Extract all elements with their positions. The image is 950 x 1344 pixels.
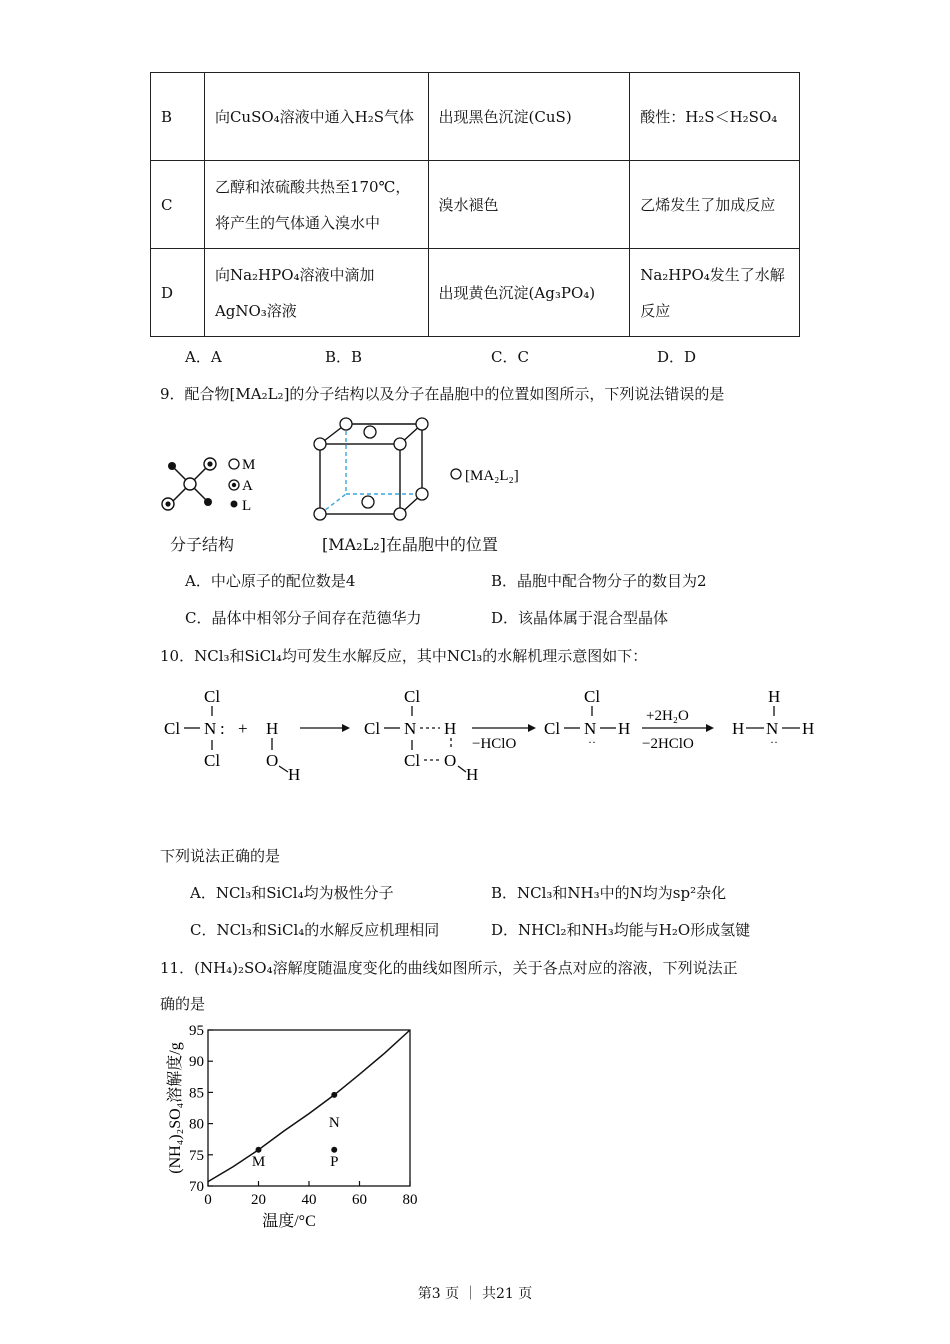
q10-option-a: A．NCl₃和SiCl₄均为极性分子 <box>190 884 394 902</box>
svg-text:H: H <box>266 719 279 738</box>
arrow-minus-2hclo: −2HClO <box>642 736 694 752</box>
conclusion-cell: Na₂HPO₄发生了水解反应 <box>630 249 800 337</box>
x-tick-label: 40 <box>301 1192 317 1208</box>
x-tick-label: 60 <box>352 1192 367 1208</box>
caption-unit-cell: [MA₂L₂]在晶胞中的位置 <box>322 535 498 554</box>
nhcl2-molecule <box>544 687 630 749</box>
table-row <box>151 161 800 249</box>
svg-text:H: H <box>618 719 631 738</box>
svg-text:H: H <box>466 765 479 784</box>
point-label-n: N <box>328 1114 340 1131</box>
point-label-m: M <box>251 1153 266 1170</box>
q10-option-c: C．NCl₃和SiCl₄的水解反应机理相同 <box>190 921 440 939</box>
svg-text:··: ·· <box>588 735 596 749</box>
point-m <box>256 1147 262 1153</box>
conclusion-cell: 乙烯发生了加成反应 <box>630 161 800 249</box>
conclusion-cell: 酸性：H₂S＜H₂SO₄ <box>630 73 800 161</box>
svg-text:H: H <box>444 719 457 738</box>
plus-sign: + <box>238 719 248 738</box>
solubility-curve <box>208 1030 410 1182</box>
q8-table <box>150 72 800 337</box>
svg-text:Cl: Cl <box>204 751 221 770</box>
y-tick-label: 90 <box>189 1054 204 1071</box>
legend-a: A <box>242 478 253 494</box>
svg-text:N: N <box>766 719 779 738</box>
y-tick-label: 80 <box>189 1116 204 1133</box>
chart-axes <box>189 1023 418 1208</box>
svg-text:Cl: Cl <box>404 687 421 706</box>
operation-cell: 向Na₂HPO₄溶液中滴加AgNO₃溶液 <box>204 249 428 337</box>
q8-option-a: A．A <box>185 348 222 366</box>
q11-stem-line1: 11．(NH₄)₂SO₄溶解度随温度变化的曲线如图所示，关于各点对应的溶液，下列说法正 <box>160 959 738 977</box>
table-row <box>151 73 800 161</box>
legend-complex: [MA₂L₂] <box>465 468 519 484</box>
transition-state <box>364 687 478 784</box>
molecule-structure <box>162 458 216 510</box>
legend-l: L <box>242 498 252 514</box>
q9-option-d: D．该晶体属于混合型晶体 <box>491 609 669 627</box>
svg-text:··: ·· <box>770 735 778 749</box>
legend-m: M <box>242 457 256 473</box>
point-p <box>331 1147 337 1153</box>
svg-text:Cl: Cl <box>204 687 221 706</box>
phenomenon-cell: 出现黄色沉淀(Ag₃PO₄) <box>428 249 630 337</box>
water-molecule <box>266 719 300 784</box>
svg-text:N: N <box>204 719 217 738</box>
y-tick-label: 85 <box>189 1085 204 1102</box>
svg-text:N: N <box>584 719 597 738</box>
q8-option-d: D．D <box>657 348 697 366</box>
point-n <box>331 1092 337 1098</box>
svg-text:H: H <box>732 719 745 738</box>
svg-text::: : <box>220 719 225 738</box>
svg-text:O: O <box>444 751 457 770</box>
solubility-chart <box>150 1020 440 1245</box>
svg-text:H: H <box>802 719 815 738</box>
q10-prompt: 下列说法正确的是 <box>160 847 281 865</box>
operation-cell: 乙醇和浓硫酸共热至170℃，将产生的气体通入溴水中 <box>204 161 428 249</box>
svg-text:Cl: Cl <box>364 719 381 738</box>
q10-stem: 10．NCl₃和SiCl₄均可发生水解反应，其中NCl₃的水解机理示意图如下： <box>160 647 648 665</box>
molecule-legend <box>229 457 255 514</box>
q8-option-b: B．B <box>325 348 363 366</box>
row-label: B <box>151 73 205 161</box>
phenomenon-cell: 溴水褪色 <box>428 161 630 249</box>
y-tick-label: 95 <box>189 1023 204 1039</box>
q11-stem-line2: 确的是 <box>160 995 206 1013</box>
row-label: C <box>151 161 205 249</box>
svg-text:Cl: Cl <box>584 687 601 706</box>
y-tick-label: 75 <box>189 1147 204 1164</box>
nh3-molecule <box>732 687 814 749</box>
q9-option-b: B．晶胞中配合物分子的数目为2 <box>491 572 707 590</box>
q10-option-b: B．NCl₃和NH₃中的N均为sp²杂化 <box>491 884 727 902</box>
page-footer: 第3 页 ｜ 共21 页 <box>417 1286 533 1302</box>
caption-molecule: 分子结构 <box>170 535 235 554</box>
svg-text:H: H <box>288 765 301 784</box>
row-label: D <box>151 249 205 337</box>
svg-text:Cl: Cl <box>544 719 561 738</box>
svg-text:N: N <box>404 719 417 738</box>
y-tick-label: 70 <box>189 1179 204 1195</box>
table-row <box>151 249 800 337</box>
point-label-p: P <box>330 1153 339 1170</box>
q10-option-d: D．NHCl₂和NH₃均能与H₂O形成氢键 <box>491 921 751 939</box>
q9-stem: 9．配合物[MA₂L₂]的分子结构以及分子在晶胞中的位置如图所示，下列说法错误的是 <box>160 385 725 403</box>
svg-text:Cl: Cl <box>164 719 181 738</box>
svg-text:O: O <box>266 751 279 770</box>
ncl3-molecule <box>164 687 225 770</box>
x-tick-label: 20 <box>251 1192 266 1208</box>
chart-ylabel: (NH₄)₂SO₄溶解度/g <box>167 1042 184 1174</box>
svg-text:Cl: Cl <box>404 751 421 770</box>
x-tick-label: 0 <box>204 1192 212 1208</box>
q9-option-c: C．晶体中相邻分子间存在范德华力 <box>185 609 422 627</box>
x-tick-label: 80 <box>402 1192 418 1208</box>
phenomenon-cell: 出现黑色沉淀(CuS) <box>428 73 630 161</box>
q10-mechanism <box>160 682 830 792</box>
chart-xlabel: 温度/°C <box>262 1213 316 1230</box>
arrow-minus-hclo: −HClO <box>472 736 517 752</box>
svg-text:H: H <box>768 687 781 706</box>
q8-option-c: C．C <box>491 348 529 366</box>
operation-cell: 向CuSO₄溶液中通入H₂S气体 <box>204 73 428 161</box>
arrow-plus-2h2o: +2H₂O <box>646 708 689 724</box>
q9-option-a: A．中心原子的配位数是4 <box>185 572 356 590</box>
